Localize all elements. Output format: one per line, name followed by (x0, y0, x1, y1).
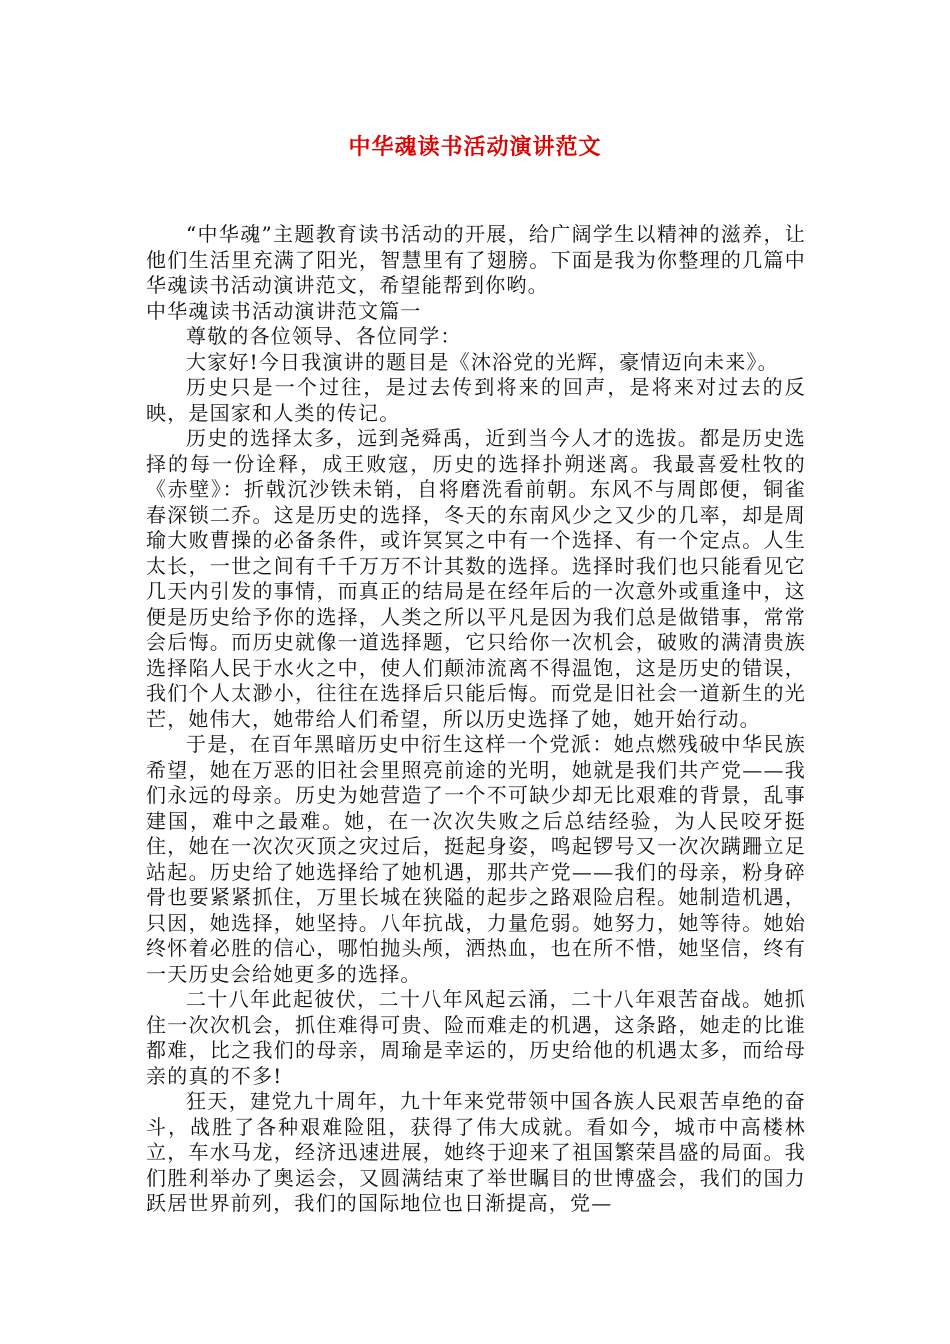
salutation: 尊敬的各位领导、各位同学： (186, 324, 462, 348)
document-body (146, 222, 806, 1217)
document-title: 中华魂读书活动演讲范文 (348, 135, 602, 160)
section-heading: 中华魂读书活动演讲范文篇一 (146, 298, 422, 323)
body-paragraph: 历史只是一个过往，是过去传到将来的回声，是将来对过去的反映，是国家和人类的传记。 (146, 375, 806, 425)
body-paragraph: 历史的选择太多，远到尧舜禹，近到当今人才的选拔。都是历史选择的每一份诠释，成王败寇，历史的选择扑朔迷离。我最喜爱杜牧的《赤壁》：折戟沉沙铁未销，自将磨洗看前朝。东风不与周郎便，铜雀春深锁二乔。这是历史的选择，冬天的东南风少之又少的几率，却是周瑜大败曹操的必备条件，或许冥冥之中有一个选择、有一个定点。人生太长，一世之间有千千万万不计其数的选择。选择时我们也只能看见它几天内引发的事情，而真正的结局是在经年后的一次意外或重逢中，这便是历史给予你的选择，人类之所以平凡是因为我们总是做错事，常常会后悔。而历史就像一道选择题，它只给你一次机会，破败的满清贵族选择陷人民于水火之中，使人们颠沛流离不得温饱，这是历史的错误，我们个人太渺小，往往在选择后只能后悔。而党是旧社会一道新生的光芒，她伟大，她带给人们希望，所以历史选择了她，她开始行动。 (146, 426, 806, 731)
intro-paragraph: “中华魂”主题教育读书活动的开展，给广阔学生以精神的滋养，让他们生活里充满了阳光，智慧里有了翅膀。下面是我为你整理的几篇中华魂读书活动演讲范文，希望能帮到你哟。 (146, 222, 806, 297)
body-paragraph: 于是，在百年黑暗历史中衍生这样一个党派：她点燃残破中华民族希望，她在万恶的旧社会里照亮前途的光明，她就是我们共产党——我们永远的母亲。历史为她营造了一个不可缺少却无比艰难的背景，乱事建国，难中之最难。她，在一次次失败之后总结经验，为人民咬牙挺住，她在一次次灭顶之灾过后，挺起身姿，鸣起锣号又一次次蹒跚立足站起。历史给了她选择给了她机遇，那共产党——我们的母亲，粉身碎骨也要紧紧抓住，万里长城在狭隘的起步之路艰险启程。她制造机遇，只因，她选择，她坚持。八年抗战，力量危弱。她努力，她等待。她始终怀着必胜的信心，哪怕抛头颅，洒热血，也在所不惜，她坚信，终有一天历史会给她更多的选择。 (146, 732, 806, 986)
body-paragraph: 二十八年此起彼伏，二十八年风起云涌，二十八年艰苦奋战。她抓住一次次机会，抓住难得可贵、险而难走的机遇，这条路，她走的比谁都难，比之我们的母亲，周瑜是幸运的，历史给他的机遇太多，而给母亲的真的不多! (146, 987, 806, 1088)
greeting-paragraph: 大家好!今日我演讲的题目是《沐浴党的光辉，豪情迈向未来》。 (186, 349, 779, 374)
body-paragraph: 狂天，建党九十周年，九十年来党带领中国各族人民艰苦卓绝的奋斗，战胜了各种艰难险阻，获得了伟大成就。看如今，城市中高楼林立，车水马龙，经济迅速进展，她终于迎来了祖国繁荣昌盛的局面。我们胜利举办了奥运会，又圆满结束了举世瞩目的世博盛会，我们的国力跃居世界前列，我们的国际地位也日渐提高，党— (146, 1089, 806, 1215)
